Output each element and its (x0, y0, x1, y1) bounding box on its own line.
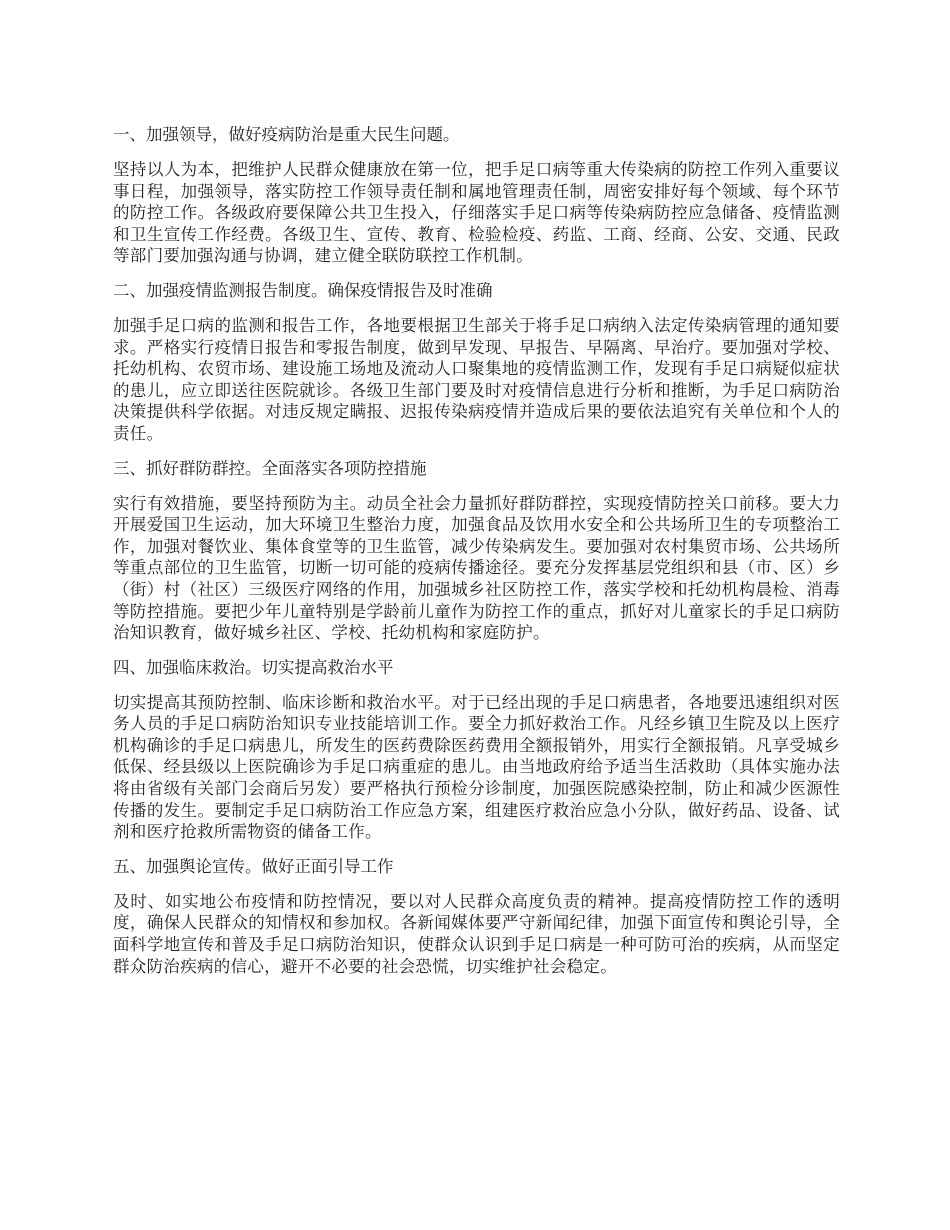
section-paragraph: 坚持以人为本，把维护人民群众健康放在第一位，把手足口病等重大传染病的防控工作列入重要议事日程，加强领导，落实防控工作领导责任制和属地管理责任制，周密安排好每个领域、每个环节的防控工作。各级政府要保障公共卫生投入，仔细落实手足口病等传染病防控应急储备、疫情监测和卫生宣传工作经费。各级卫生、宣传、教育、检验检疫、药监、工商、经商、公安、交通、民政等部门要加强沟通与协调，建立健全联防联控工作机制。 (113, 160, 840, 266)
section-heading: 四、加强临床救治。切实提高救治水平 (113, 657, 394, 677)
section-paragraph: 切实提高其预防控制、临床诊断和救治水平。对于已经出现的手足口病患者，各地要迅速组织对医务人员的手足口病防治知识专业技能培训工作。要全力抓好救治工作。凡经乡镇卫生院及以上医疗机构确诊的手足口病患儿，所发生的医药费除医药费用全额报销外，用实行全额报销。凡享受城乡低保、经县级以上医院确诊为手足口病重症的患儿。由当地政府给予适当生活救助（具体实施办法将由省级有关部门会商后另发）要严格执行预检分诊制度，加强医院感染控制，防止和减少医源性传播的发生。要制定手足口病防治工作应急方案，组建医疗救治应急小分队，做好药品、设备、试剂和医疗抢救所需物资的储备工作。 (113, 692, 840, 842)
section-heading: 二、加强疫情监测报告制度。确保疫情报告及时准确 (113, 280, 493, 300)
section-paragraph: 及时、如实地公布疫情和防控情况，要以对人民群众高度负责的精神。提高疫情防控工作的透明度，确保人民群众的知情权和参加权。各新闻媒体要严守新闻纪律，加强下面宣传和舆论引导，全面科学地宣传和普及手足口病防治知识，使群众认识到手足口病是一种可防可治的疾病，从而坚定群众防治疾病的信心，避开不必要的社会恐慌，切实维护社会稳定。 (113, 891, 840, 976)
section-5 (113, 855, 840, 977)
section-heading: 五、加强舆论宣传。做好正面引导工作 (113, 856, 394, 876)
section-paragraph: 加强手足口病的监测和报告工作，各地要根据卫生部关于将手足口病纳入法定传染病管理的通知要求。严格实行疫情日报告和零报告制度，做到早发现、早报告、早隔离、早治疗。要加强对学校、托幼机构、农贸市场、建设施工场地及流动人口聚集地的疫情监测工作，发现有手足口病疑似症状的患儿，应立即送往医院就诊。各级卫生部门要及时对疫情信息进行分析和推断，为手足口病防治决策提供科学依据。对违反规定瞒报、迟报传染病疫情并造成后果的要依法追究有关单位和个人的责任。 (113, 315, 840, 443)
document-page (113, 123, 840, 989)
section-paragraph: 实行有效措施，要坚持预防为主。动员全社会力量抓好群防群控，实现疫情防控关口前移。要大力开展爱国卫生运动，加大环境卫生整治力度，加强食品及饮用水安全和公共场所卫生的专项整治工作，加强对餐饮业、集体食堂等的卫生监管，减少传染病发生。要加强对农村集贸市场、公共场所等重点部位的卫生监管，切断一切可能的疫病传播途径。要充分发挥基层党组织和县（市、区）乡（街）村（社区）三级医疗网络的作用，加强城乡社区防控工作，落实学校和托幼机构晨检、消毒等防控措施。要把少年儿童特别是学龄前儿童作为防控工作的重点，抓好对儿童家长的手足口病防治知识教育，做好城乡社区、学校、托幼机构和家庭防护。 (113, 493, 840, 643)
section-4 (113, 656, 840, 843)
section-heading: 一、加强领导，做好疫病防治是重大民生问题。 (113, 125, 460, 144)
section-2 (113, 279, 840, 445)
section-3 (113, 457, 840, 644)
section-1 (113, 123, 840, 267)
section-heading: 三、抓好群防群控。全面落实各项防控措施 (113, 458, 427, 478)
